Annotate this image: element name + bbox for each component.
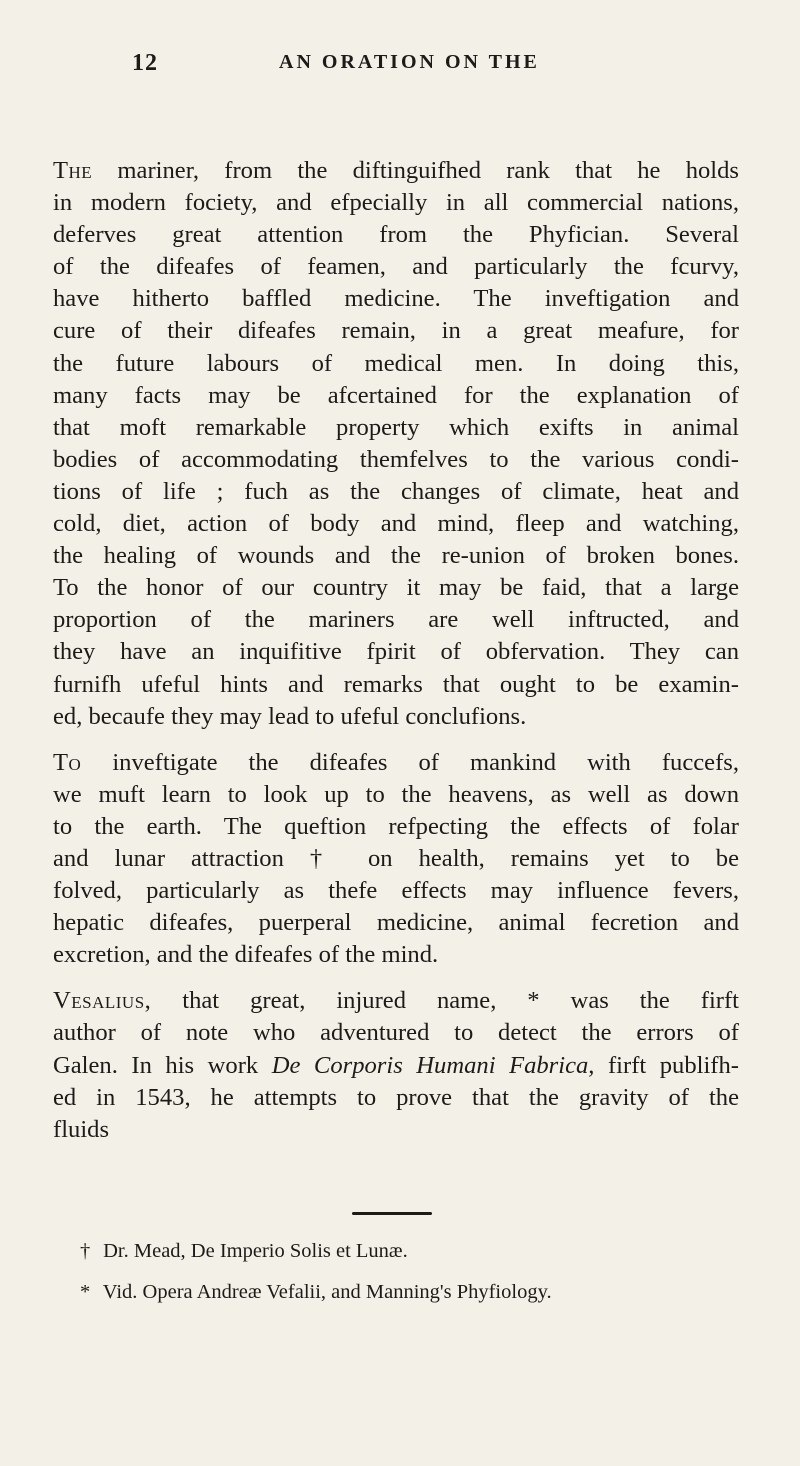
footnote-dagger: † Dr. Mead, De Imperio Solis et Lunæ.	[80, 1231, 740, 1272]
lead-word: Vesalius,	[53, 987, 152, 1015]
lead-word: The	[53, 157, 93, 184]
text-line: proportion of the mariners are well inftructed, and	[53, 606, 739, 634]
text-line: many facts may be afcertained for the explanation of	[53, 381, 739, 409]
text-line: of the difeafes of feamen, and particularly the fcurvy,	[53, 253, 739, 281]
text-line: the healing of wounds and the re-union of broken bones.	[53, 542, 739, 570]
text-line: cure of their difeafes remain, in a great meafure, for	[53, 317, 739, 345]
lead-word: To	[53, 748, 82, 776]
text-line: to the earth. The queftion refpecting the effects of folar	[53, 812, 739, 840]
footnote-rule	[352, 1212, 432, 1215]
text-line: The mariner, from the diftinguifhed rank that he holds	[53, 157, 739, 184]
body-text	[53, 155, 739, 1160]
text-line: author of note who adventured to detect the errors of	[53, 1019, 739, 1047]
text-line: cold, diet, action of body and mind, fleep and watching,	[53, 510, 739, 538]
footnote-mark: †	[80, 1240, 91, 1262]
text-line: ed, becaufe they may lead to ufeful conclufions.	[53, 702, 527, 730]
footnotes	[80, 1231, 740, 1313]
paragraph-1	[53, 155, 739, 733]
text-line: they have an inquifitive fpirit of obfervation. They can	[53, 638, 739, 666]
text-line: To the honor of our country it may be faid, that a large	[53, 574, 739, 602]
text-line: the future labours of medical men. In doing this,	[53, 349, 739, 377]
footnote-asterisk: * Vid. Opera Andreæ Vefalii, and Manning's Phyfiology.	[80, 1272, 740, 1313]
text-line: ed in 1543, he attempts to prove that the gravity of the	[53, 1083, 739, 1111]
text-line: furnifh ufeful hints and remarks that ought to be examin-	[53, 670, 739, 698]
text-line: folved, particularly as thefe effects may influence fevers,	[53, 877, 739, 905]
paragraph-3	[53, 985, 739, 1145]
page-number: 12	[132, 50, 158, 76]
text-line: excretion, and the difeafes of the mind.	[53, 941, 439, 969]
text-line: Galen. In his work De Corporis Humani Fabrica, firft publifh-	[53, 1051, 739, 1079]
text-line: tions of life ; fuch as the changes of climate, heat and	[53, 477, 739, 505]
footnote-mark: *	[80, 1281, 91, 1303]
text-line: bodies of accommodating themfelves to the various condi-	[53, 445, 739, 473]
paragraph-2	[53, 747, 739, 972]
text-line: and lunar attraction † on health, remains yet to be	[53, 844, 739, 872]
running-title: AN ORATION ON THE	[279, 51, 540, 73]
text-line: Vesalius, that great, injured name, * was the firft	[53, 987, 739, 1015]
catchword: fluids	[53, 1115, 110, 1143]
text-line: hepatic difeafes, puerperal medicine, animal fecretion and	[53, 909, 739, 937]
book-title: De Corporis Humani Fabrica,	[271, 1051, 595, 1079]
text-line: we muft learn to look up to the heavens, as well as down	[53, 780, 739, 808]
text-line: deferves great attention from the Phyfician. Several	[53, 221, 739, 249]
text-line: that moft remarkable property which exifts in animal	[53, 413, 739, 441]
text-line: To inveftigate the difeafes of mankind with fuccefs,	[53, 748, 739, 776]
text-line: in modern fociety, and efpecially in all commercial nations,	[53, 189, 739, 217]
text-line: have hitherto baffled medicine. The inveftigation and	[53, 285, 739, 313]
